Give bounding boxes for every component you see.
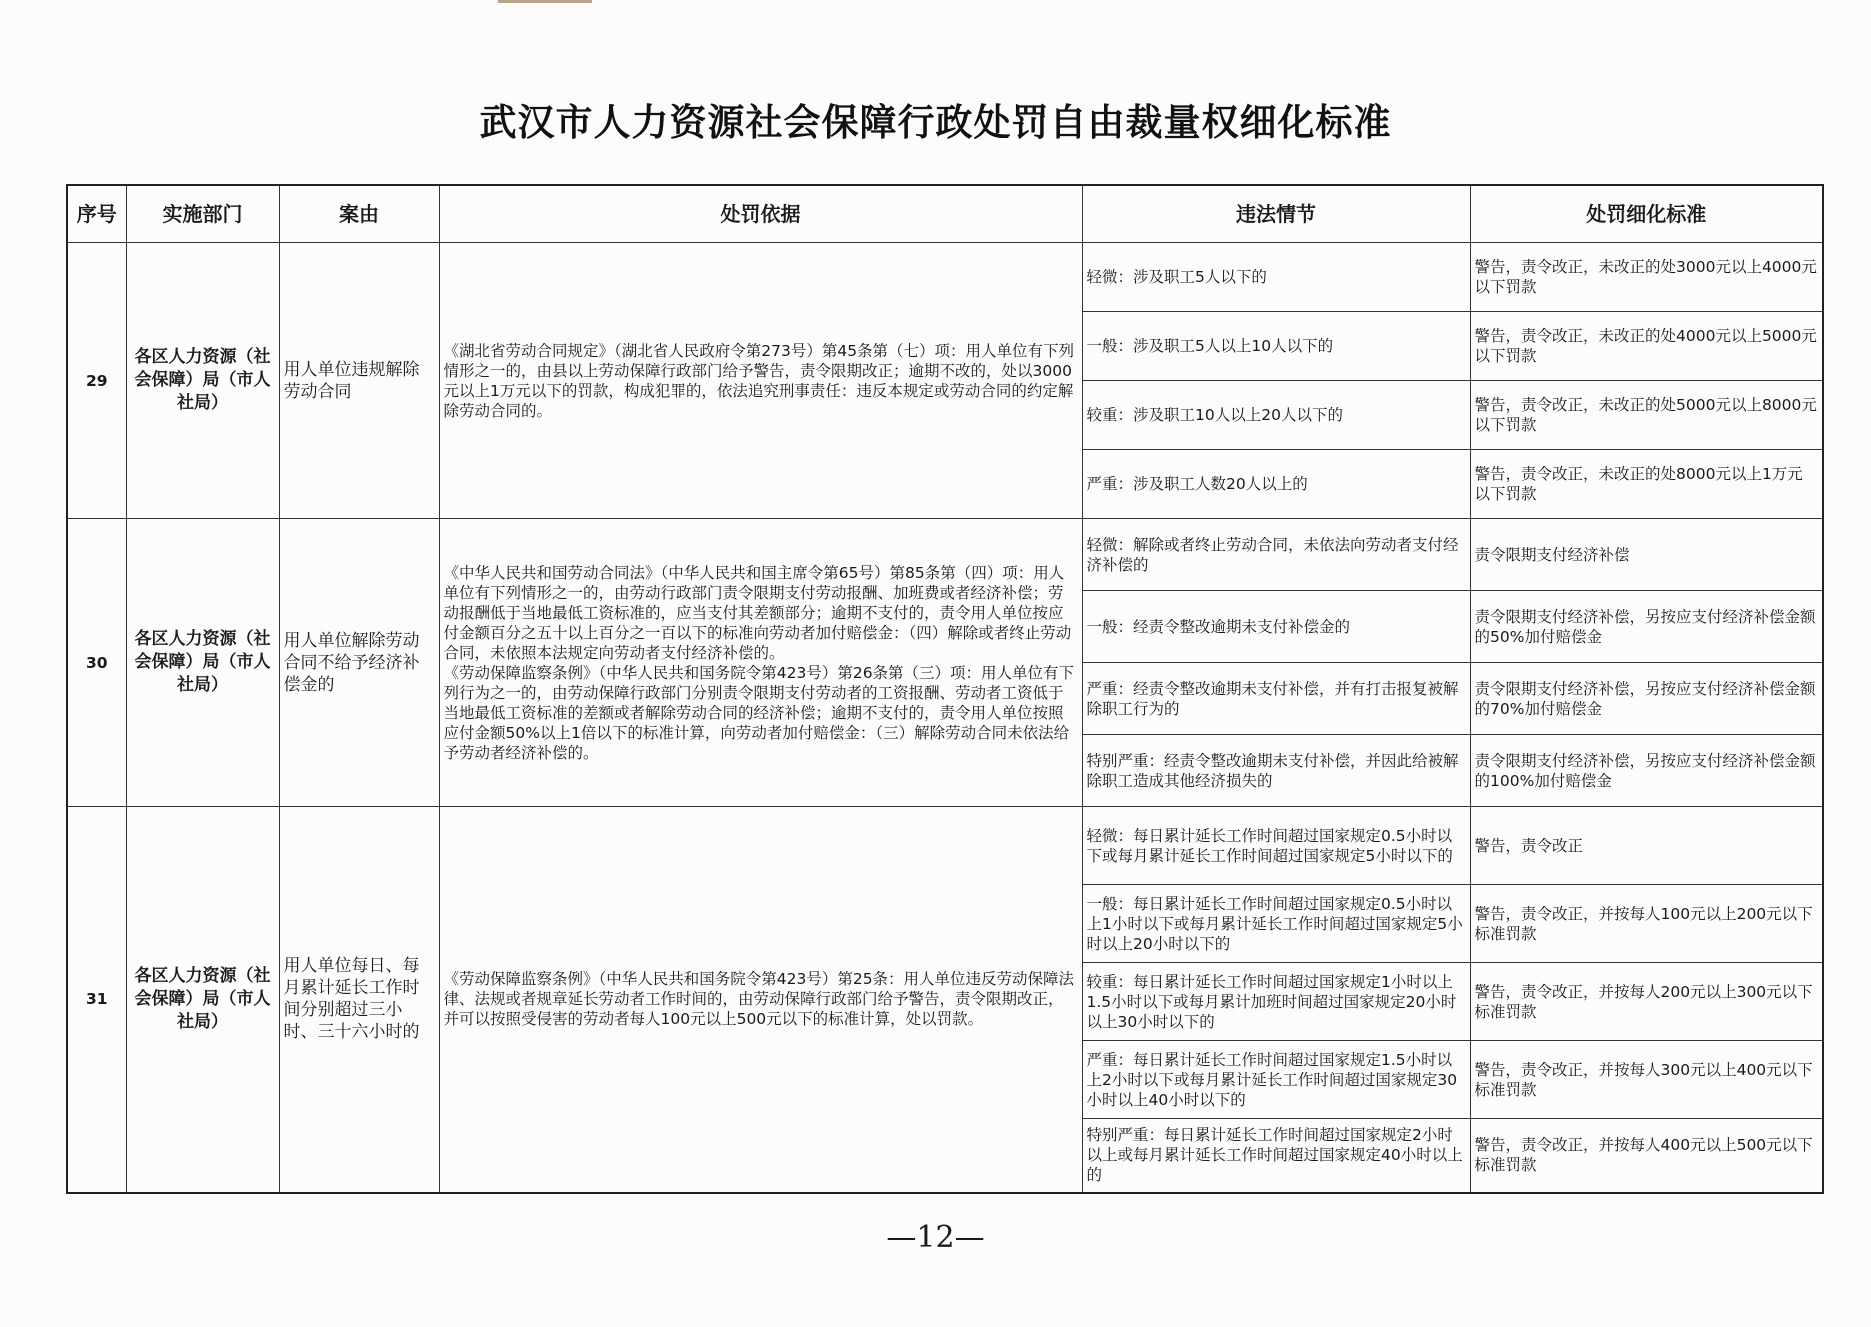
header-basis: 处罚依据 [439,185,1082,243]
row-fact: 轻微：解除或者终止劳动合同，未依法向劳动者支付经济补偿的 [1082,519,1470,591]
row-std: 警告，责令改正，未改正的处4000元以上5000元以下罚款 [1470,312,1823,381]
row-case: 用人单位每日、每月累计延长工作时间分别超过三小时、三十六小时的 [279,807,439,1193]
row-fact: 特别严重：每日累计延长工作时间超过国家规定2小时以上或每月累计延长工作时间超过国家规定40小时以上的 [1082,1119,1470,1193]
penalty-standards-table [66,184,1824,1194]
header-no: 序号 [67,185,126,243]
row-std: 警告，责令改正，未改正的处8000元以上1万元以下罚款 [1470,450,1823,519]
row-case: 用人单位解除劳动合同不给予经济补偿金的 [279,519,439,807]
row-std: 警告，责令改正，未改正的处5000元以上8000元以下罚款 [1470,381,1823,450]
table-header-row [67,185,1823,243]
row-fact: 严重：每日累计延长工作时间超过国家规定1.5小时以上2小时以下或每月累计延长工作时间超过国家规定30小时以上40小时以下的 [1082,1041,1470,1119]
basis-paragraph: 《中华人民共和国劳动合同法》（中华人民共和国主席令第65号）第85条第（四）项：用人单位有下列情形之一的，由劳动行政部门责令限期支付劳动报酬、加班费或者经济补偿；劳动报酬低于当地最低工资标准的，应当支付其差额部分；逾期不支付的，责令用人单位按应付金额百分之五十以上百分之一百以下的标准向劳动者加付赔偿金：（四）解除或者终止劳动合同，未依照本法规定向劳动者支付经济补偿的。 [443,563,1072,662]
row-no: 31 [67,807,126,1193]
row-fact: 严重：经责令整改逾期未支付补偿，并有打击报复被解除职工行为的 [1082,663,1470,735]
row-case: 用人单位违规解除劳动合同 [279,243,439,519]
header-fact: 违法情节 [1082,185,1470,243]
row-std: 责令限期支付经济补偿 [1470,519,1823,591]
row-std: 警告，责令改正，并按每人100元以上200元以下标准罚款 [1470,885,1823,963]
row-fact: 一般：经责令整改逾期未支付补偿金的 [1082,591,1470,663]
page-number: —12— [886,1220,985,1255]
page-title: 武汉市人力资源社会保障行政处罚自由裁量权细化标准 [479,100,1392,144]
row-std: 警告，责令改正 [1470,807,1823,885]
row-std: 警告，责令改正，并按每人400元以上500元以下标准罚款 [1470,1119,1823,1193]
header-std: 处罚细化标准 [1470,185,1823,243]
row-no: 29 [67,243,126,519]
row-dept: 各区人力资源（社会保障）局（市人社局） [126,807,279,1193]
row-fact: 较重：涉及职工10人以上20人以下的 [1082,381,1470,450]
row-basis [439,519,1082,807]
table-row [67,807,1823,885]
row-fact: 较重：每日累计延长工作时间超过国家规定1小时以上1.5小时以下或每月累计加班时间超过国家规定20小时以上30小时以下的 [1082,963,1470,1041]
header-dept: 实施部门 [126,185,279,243]
row-fact: 严重：涉及职工人数20人以上的 [1082,450,1470,519]
row-basis: 《劳动保障监察条例》（中华人民共和国务院令第423号）第25条：用人单位违反劳动保障法律、法规或者规章延长劳动者工作时间的，由劳动保障行政部门给予警告，责令限期改正，并可以按照受侵害的劳动者每人100元以上500元以下的标准计算，处以罚款。 [439,807,1082,1193]
row-std: 责令限期支付经济补偿，另按应支付经济补偿金额的100%加付赔偿金 [1470,735,1823,807]
row-dept: 各区人力资源（社会保障）局（市人社局） [126,243,279,519]
row-std: 警告，责令改正，并按每人300元以上400元以下标准罚款 [1470,1041,1823,1119]
scan-mark [498,0,592,3]
header-case: 案由 [279,185,439,243]
row-std: 责令限期支付经济补偿，另按应支付经济补偿金额的70%加付赔偿金 [1470,663,1823,735]
row-fact: 一般：每日累计延长工作时间超过国家规定0.5小时以上1小时以下或每月累计延长工作时间超过国家规定5小时以上20小时以下的 [1082,885,1470,963]
row-basis: 《湖北省劳动合同规定》（湖北省人民政府令第273号）第45条第（七）项：用人单位有下列情形之一的，由县以上劳动保障行政部门给予警告，责令限期改正；逾期不改的，处以3000元以上1万元以下的罚款，构成犯罪的，依法追究刑事责任：违反本规定或劳动合同的约定解除劳动合同的。 [439,243,1082,519]
row-std: 警告，责令改正，未改正的处3000元以上4000元以下罚款 [1470,243,1823,312]
row-fact: 轻微：每日累计延长工作时间超过国家规定0.5小时以下或每月累计延长工作时间超过国家规定5小时以下的 [1082,807,1470,885]
row-fact: 特别严重：经责令整改逾期未支付补偿，并因此给被解除职工造成其他经济损失的 [1082,735,1470,807]
row-std: 警告，责令改正，并按每人200元以上300元以下标准罚款 [1470,963,1823,1041]
table-row [67,519,1823,591]
row-dept: 各区人力资源（社会保障）局（市人社局） [126,519,279,807]
table-row [67,243,1823,312]
basis-paragraph: 《劳动保障监察条例》（中华人民共和国务院令第423号）第26条第（三）项：用人单位有下列行为之一的，由劳动保障行政部门分别责令限期支付劳动者的工资报酬、劳动者工资低于当地最低工资标准的差额或者解除劳动合同的经济补偿；逾期不支付的，责令用人单位按照应付金额50%以上1倍以下的标准计算，向劳动者加付赔偿金：（三）解除劳动合同未依法给予劳动者经济补偿的。 [443,663,1075,762]
row-std: 责令限期支付经济补偿，另按应支付经济补偿金额的50%加付赔偿金 [1470,591,1823,663]
row-fact: 轻微：涉及职工5人以下的 [1082,243,1470,312]
row-fact: 一般：涉及职工5人以上10人以下的 [1082,312,1470,381]
row-no: 30 [67,519,126,807]
